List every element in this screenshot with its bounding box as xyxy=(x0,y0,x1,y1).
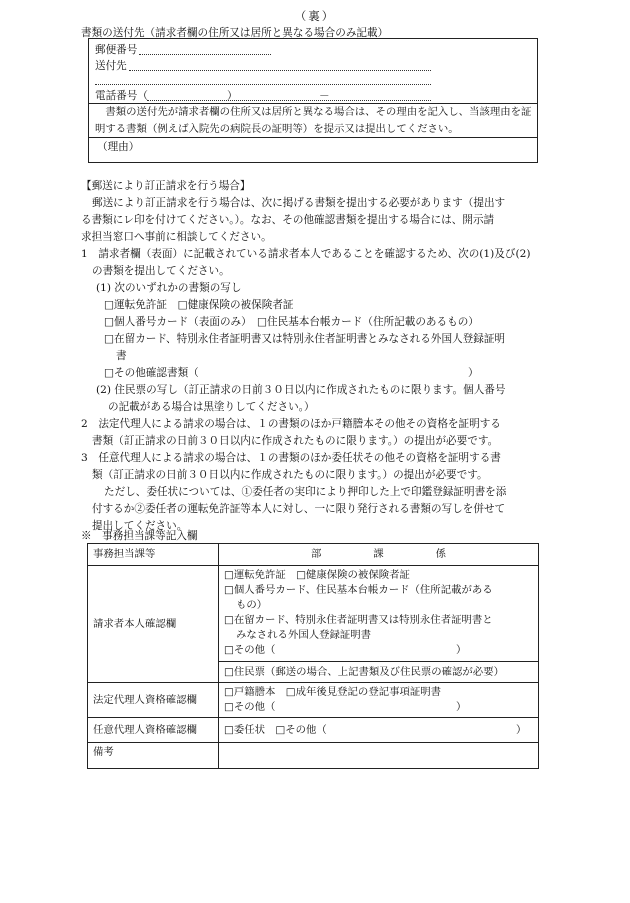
item3-line1: 3 任意代理人による請求の場合は、１の書類のほか委任状その他その資格を証明する書 xyxy=(81,452,501,464)
legal-rep-check-other[interactable]: □その他（ xyxy=(224,701,276,713)
identity-check-residence-card[interactable]: □在留カード、特別永住者証明書又は特別永住者証明書と xyxy=(224,614,493,626)
identity-check-residence-card-cont: みなされる外国人登録証明書 xyxy=(236,629,372,641)
remarks-field[interactable] xyxy=(219,743,539,769)
voluntary-rep-check-options[interactable]: □委任状 □その他（ xyxy=(224,723,327,736)
identity-check-mynumber[interactable]: □個人番号カード、住民基本台帳カード（住所記載がある xyxy=(224,584,493,596)
legal-rep-check-other-close: ） xyxy=(456,701,467,713)
mail-heading: 【郵送により訂正請求を行う場合】 xyxy=(81,180,251,192)
legal-rep-check-koseki[interactable]: □戸籍謄本 □成年後見登記の登記事項証明書 xyxy=(224,686,442,698)
voluntary-rep-check-cell xyxy=(219,718,539,743)
send-address-note: 書類の送付先が請求者欄の住所又は居所と異なる場合は、その理由を記入し、当該理由を証明する書類（例えば入院先の病院長の証明等）を提示又は提出してください。 xyxy=(95,106,532,135)
address-label: 送付先 xyxy=(95,60,127,72)
office-table xyxy=(87,543,539,769)
item1-line2: の書類を提出してください。 xyxy=(92,265,230,277)
item3-line4: 付するか②委任者の運転免許証等本人に対し、一に限り発行される書類の写しを併せて xyxy=(92,503,506,515)
identity-check-label: 請求者本人確認欄 xyxy=(88,566,219,683)
identity-check-other-row xyxy=(224,643,533,658)
item3-line3: ただし、委任状については、①委任者の実印により押印した上で印鑑登録証明書を添 xyxy=(104,486,507,498)
item1-sub2-line2: の記載がある場合は黒塗りしてください。） xyxy=(108,401,315,413)
remarks-label: 備考 xyxy=(88,743,219,769)
voluntary-rep-check-close: ） xyxy=(516,723,527,736)
phone-label: 電話番号（ xyxy=(95,90,148,102)
item1-checkbox-other-close: ） xyxy=(468,367,479,379)
item2-line1: 2 法定代理人による請求の場合は、１の書類のほか戸籍謄本その他その資格を証明する xyxy=(81,418,501,430)
identity-check-resident-record[interactable]: □住民票（郵送の場合、上記書類及び住民票の確認が必要） xyxy=(219,661,538,680)
postal-code-field[interactable] xyxy=(139,54,271,55)
item1-checkbox-license[interactable]: □運転免許証 □健康保険の被保険者証 xyxy=(104,299,294,311)
identity-check-other-close: ） xyxy=(456,644,467,656)
send-section-title: 書類の送付先（請求者欄の住所又は居所と異なる場合のみ記載） xyxy=(81,27,389,39)
send-address-box xyxy=(88,38,538,163)
item3-line2: 類（訂正請求の日前３０日以内に作成されたものに限ります。）の提出が必要です。 xyxy=(92,469,488,481)
postal-code-label: 郵便番号 xyxy=(95,44,138,56)
page-title: （裏） xyxy=(294,9,336,23)
office-section-title: ※ 事務担当課等記入欄 xyxy=(81,530,198,542)
item3-line5: 提出してください。 xyxy=(92,520,188,532)
item1-checkbox-residence-card-cont: 書 xyxy=(116,350,127,362)
phone-field[interactable] xyxy=(147,100,431,101)
item1-sub2-line1: (2) 住民票の写し（訂正請求の日前３０日以内に作成されたものに限ります。個人番号 xyxy=(96,384,506,396)
identity-check-license[interactable]: □運転免許証 □健康保険の被保険者証 xyxy=(224,569,410,581)
voluntary-rep-check-label: 任意代理人資格確認欄 xyxy=(88,718,219,743)
item1-checkbox-residence-card[interactable]: □在留カード、特別永住者証明書又は特別永住者証明書とみなされる外国人登録証明 xyxy=(104,333,506,345)
reason-label: （理由） xyxy=(97,141,140,153)
phone-dash: － xyxy=(319,90,330,102)
mail-intro-3: 求担当窓口へ事前に相談してください。 xyxy=(81,231,272,243)
phone-close-paren: ） xyxy=(227,90,238,102)
legal-rep-check-other-row xyxy=(224,700,533,715)
mail-intro-2: る書類にレ印を付けてください。）。なお、その他確認書類を提出する場合には、開示請 xyxy=(81,214,495,226)
mail-intro-1: 郵送により訂正請求を行う場合は、次に掲げる書類を提出する必要があります（提出す xyxy=(92,197,506,209)
item2-line2: 書類（訂正請求の日前３０日以内に作成されたものに限ります。）の提出が必要です。 xyxy=(92,435,499,447)
identity-check-cell xyxy=(219,566,539,683)
office-header-label: 事務担当課等 xyxy=(88,544,219,566)
item1-line1: 1 請求者欄（表面）に記載されている請求者本人であることを確認するため、次の(1)及び(2) xyxy=(81,248,531,260)
item1-checkbox-mynumber[interactable]: □個人番号カード（表面のみ） □住民基本台帳カード（住所記載のあるもの） xyxy=(104,316,479,328)
office-header-dept: 部 課 係 xyxy=(219,544,539,566)
legal-rep-check-label: 法定代理人資格確認欄 xyxy=(88,683,219,718)
legal-rep-check-cell xyxy=(219,683,539,718)
address-field-line2[interactable] xyxy=(95,84,431,85)
item1-sub1: (1) 次のいずれかの書類の写し xyxy=(96,282,242,294)
identity-check-other[interactable]: □その他（ xyxy=(224,644,276,656)
identity-check-mynumber-cont: もの） xyxy=(236,599,268,611)
address-field-line1[interactable] xyxy=(129,70,431,71)
item1-checkbox-other[interactable]: □その他確認書類（ xyxy=(104,367,199,379)
